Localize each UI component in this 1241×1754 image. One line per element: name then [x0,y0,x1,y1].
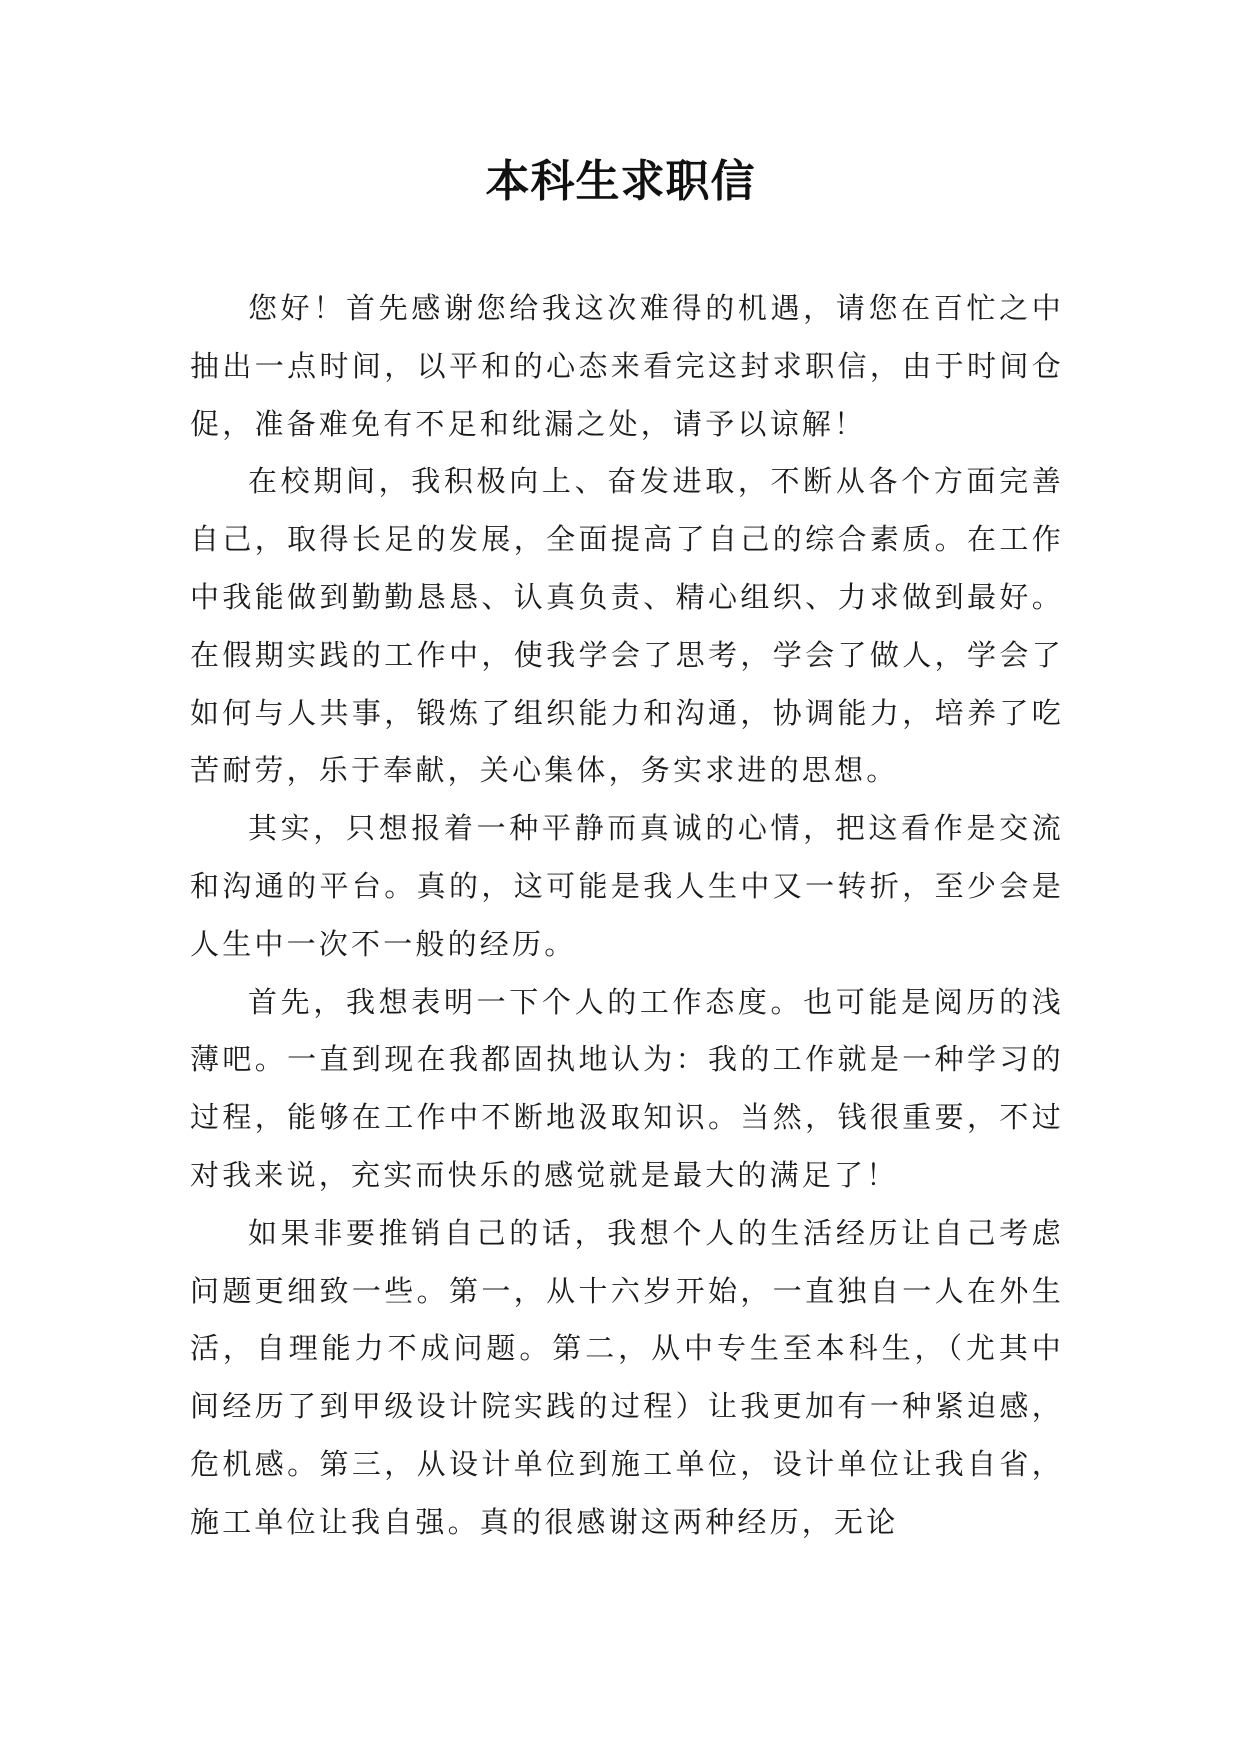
document-title: 本科生求职信 [485,156,756,207]
paragraph-work-attitude: 首先，我想表明一下个人的工作态度。也可能是阅历的浅薄吧。一直到现在我都固执地认为：我的工作就是一种学习的过程，能够在工作中不断地汲取知识。当然，钱很重要，不过对我来说，充实而快乐的感觉就是最大的满足了！ [190,984,1064,1192]
letter-body [190,280,1064,1552]
paragraph-communication: 其实，只想报着一种平静而真诚的心情，把这看作是交流和沟通的平台。真的，这可能是我人生中又一转折，至少会是人生中一次不一般的经历。 [190,811,1064,961]
paragraph-school-period: 在校期间，我积极向上、奋发进取，不断从各个方面完善自己，取得长足的发展，全面提高了自己的综合素质。在工作中我能做到勤勤恳恳、认真负责、精心组织、力求做到最好。在假期实践的工作中，使我学会了思考，学会了做人，学会了如何与人共事，锻炼了组织能力和沟通，协调能力，培养了吃苦耐劳，乐于奉献，关心集体，务实求进的思想。 [190,464,1064,788]
paragraph-life-experience: 如果非要推销自己的话，我想个人的生活经历让自己考虑问题更细致一些。第一，从十六岁开始，一直独自一人在外生活，自理能力不成问题。第二，从中专生至本科生，（尤其中间经历了到甲级设计院实践的过程）让我更加有一种紧迫感，危机感。第三，从设计单位到施工单位，设计单位让我自省，施工单位让我自强。真的很感谢这两种经历，无论 [190,1215,1064,1539]
paragraph-greeting: 您好！首先感谢您给我这次难得的机遇，请您在百忙之中抽出一点时间，以平和的心态来看完这封求职信，由于时间仓促，准备难免有不足和纰漏之处，请予以谅解！ [190,291,1064,441]
